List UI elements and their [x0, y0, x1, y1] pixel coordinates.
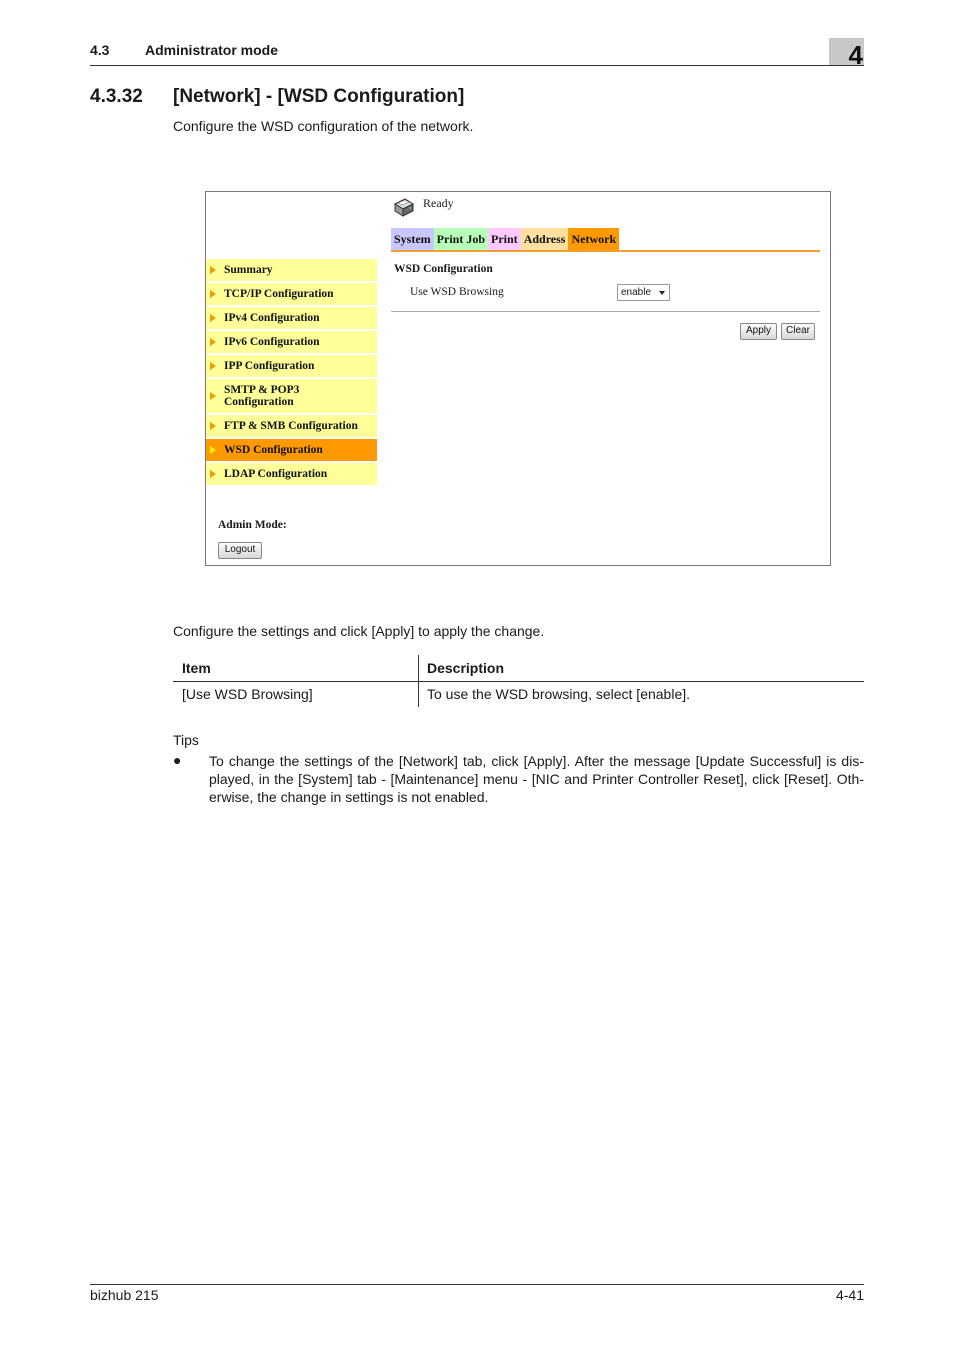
tab-print-job[interactable]: Print Job [434, 228, 488, 250]
header-rule [90, 65, 864, 66]
clear-button[interactable]: Clear [781, 323, 815, 340]
sidebar-item-label: IPP Configuration [224, 360, 315, 372]
footer-rule [90, 1284, 864, 1285]
footer-product: bizhub 215 [90, 1287, 159, 1303]
sidebar-menu [206, 259, 377, 487]
sidebar-item-label: WSD Configuration [224, 444, 323, 456]
table-header-description: Description [427, 660, 505, 676]
arrow-right-icon [210, 470, 216, 478]
panel-divider [391, 311, 820, 312]
panel-title: WSD Configuration [394, 263, 493, 275]
arrow-right-icon [210, 314, 216, 322]
apply-button[interactable]: Apply [740, 323, 777, 340]
settings-table [173, 655, 864, 707]
section-intro: Configure the WSD configuration of the network. [173, 118, 474, 134]
arrow-right-icon [210, 338, 216, 346]
use-wsd-browsing-select[interactable] [617, 284, 670, 301]
web-ui-screenshot [205, 191, 831, 566]
tip-text: To change the settings of the [Network] tab, click [Apply]. After the message [Update Successful] is dis-played, in the [System] tab - [Maintenance] menu - [NIC and Printer Controller Reset], click [Reset]. Oth-erwise, the change in settings is not enabled. [209, 753, 864, 805]
sidebar-item-tcpip-configuration[interactable] [206, 283, 377, 307]
sidebar-item-label: IPv4 Configuration [224, 312, 320, 324]
tab-address[interactable]: Address [521, 228, 569, 250]
tab-network[interactable]: Network [568, 228, 619, 250]
table-header-row [173, 655, 864, 681]
main-tabs [391, 228, 619, 250]
status-text: Ready [423, 196, 454, 210]
arrow-right-icon [210, 290, 216, 298]
sidebar-item-ipp-configuration[interactable] [206, 355, 377, 379]
sidebar-item-label: TCP/IP Configuration [224, 288, 334, 300]
bullet-icon: ● [173, 752, 182, 768]
sidebar-item-label: LDAP Configuration [224, 468, 328, 480]
sidebar-item-label: SMTP & POP3 Configuration [224, 384, 300, 408]
section-title: [Network] - [WSD Configuration] [173, 86, 465, 107]
sidebar-item-ipv6-configuration[interactable] [206, 331, 377, 355]
chapter-badge [829, 38, 864, 70]
header-section-number: 4.3 [90, 42, 110, 58]
sidebar-item-label: FTP & SMB Configuration [224, 420, 358, 432]
table-row [173, 681, 864, 707]
sidebar-item-ftp-smb-configuration[interactable] [206, 415, 377, 439]
logout-button[interactable]: Logout [218, 542, 262, 559]
tab-underline [391, 250, 820, 252]
tips-label: Tips [173, 732, 199, 748]
sidebar-item-summary[interactable] [206, 259, 377, 283]
select-value: enable [621, 287, 652, 298]
sidebar-item-ipv4-configuration[interactable] [206, 307, 377, 331]
arrow-right-icon [210, 266, 216, 274]
admin-mode-label: Admin Mode: [218, 519, 287, 531]
arrow-right-icon [210, 392, 216, 400]
table-cell-item: [Use WSD Browsing] [182, 686, 313, 702]
arrow-right-icon [210, 422, 216, 430]
sidebar-item-ldap-configuration[interactable] [206, 463, 377, 487]
tab-system[interactable]: System [391, 228, 434, 250]
use-wsd-browsing-label: Use WSD Browsing [410, 286, 504, 298]
header-section-title: Administrator mode [145, 42, 279, 58]
printer-status-icon [393, 196, 415, 218]
arrow-right-icon [210, 446, 216, 454]
tab-print[interactable]: Print [488, 228, 521, 250]
sidebar-item-label: Summary [224, 264, 273, 276]
table-header-item: Item [182, 660, 211, 676]
section-number: 4.3.32 [90, 86, 143, 107]
chapter-number: 4 [848, 40, 863, 70]
table-cell-description: To use the WSD browsing, select [enable]. [427, 686, 691, 702]
table-header-rule [173, 681, 864, 682]
instruction-text: Configure the settings and click [Apply] to apply the change. [173, 623, 545, 639]
chevron-down-icon [659, 291, 665, 295]
arrow-right-icon [210, 362, 216, 370]
footer-page-number: 4-41 [835, 1287, 864, 1303]
sidebar-item-wsd-configuration[interactable] [206, 439, 377, 463]
sidebar-item-smtp-pop3-configuration[interactable] [206, 379, 377, 415]
sidebar-item-label: IPv6 Configuration [224, 336, 320, 348]
